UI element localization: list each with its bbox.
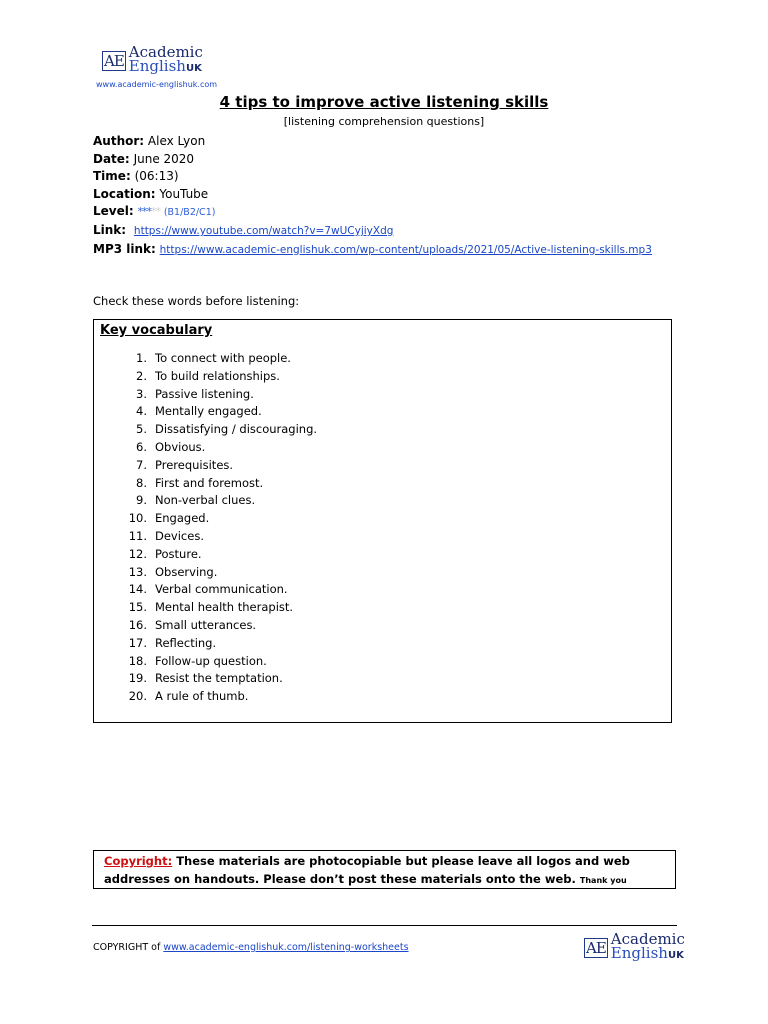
- date-value: June 2020: [133, 151, 195, 166]
- footer-link[interactable]: www.academic-englishuk.com/listening-worksheets: [163, 942, 409, 953]
- list-item: [122, 510, 317, 528]
- author-label: Author:: [93, 134, 145, 148]
- vocab-num: 2.: [136, 368, 147, 383]
- vocab-num: 20.: [128, 689, 147, 704]
- logo-mark-a: A: [104, 51, 114, 70]
- author-row: [93, 133, 652, 151]
- location-label: Location:: [93, 186, 156, 201]
- vocab-num: 18.: [128, 653, 147, 668]
- vocab-num: 6.: [136, 439, 147, 454]
- list-item: [122, 368, 317, 386]
- list-item: [122, 581, 317, 599]
- author-value: Alex Lyon: [147, 134, 206, 148]
- vocab-num: 1.: [136, 351, 147, 365]
- vocab-title: Key vocabulary: [100, 323, 213, 338]
- vocab-num: 12.: [128, 546, 147, 561]
- footer-divider: [92, 925, 677, 926]
- vocab-list: [122, 350, 317, 706]
- copyright-text: These materials are photocopiable but please leave all logos and web addresses on handouts. Please don’t post these materials onto the web.: [104, 854, 630, 886]
- vocab-text: First and foremost.: [155, 475, 264, 490]
- list-item: [122, 475, 317, 493]
- vocab-num: 10.: [128, 511, 147, 526]
- copyright-thanks: Thank you: [579, 876, 627, 885]
- list-item: [122, 528, 317, 546]
- vocab-text: Small utterances.: [155, 617, 257, 632]
- meta-block: [93, 133, 652, 259]
- vocab-text: Prerequisites.: [155, 457, 234, 472]
- site-url-small[interactable]: www.academic-englishuk.com: [96, 80, 218, 89]
- list-item: [122, 350, 317, 368]
- footer-prefix: COPYRIGHT of: [93, 942, 164, 953]
- logo-uk: UK: [185, 63, 202, 74]
- vocab-text: Verbal communication.: [155, 582, 288, 597]
- link-row: [93, 222, 652, 241]
- list-item: [122, 421, 317, 439]
- vocab-num: 14.: [128, 582, 147, 597]
- header-logo: [102, 43, 203, 75]
- list-item: [122, 492, 317, 510]
- vocab-num: 13.: [128, 564, 147, 579]
- location-row: [93, 186, 652, 204]
- page-subtitle: [listening comprehension questions]: [283, 115, 485, 128]
- youtube-link[interactable]: https://www.youtube.com/watch?v=7wUCyjiyXdg: [133, 224, 394, 237]
- logo-mark: [102, 51, 126, 71]
- time-label: Time:: [93, 169, 131, 184]
- footer-logo-uk: UK: [667, 950, 684, 961]
- vocab-num: 19.: [128, 671, 147, 686]
- footer-logo-line2: English: [610, 944, 668, 962]
- vocab-num: 8.: [136, 475, 147, 490]
- level-row: [93, 203, 652, 222]
- vocab-text: To connect with people.: [155, 351, 291, 365]
- vocab-text: Engaged.: [155, 511, 210, 526]
- mp3-label: MP3 link:: [93, 241, 156, 256]
- logo-wordmark: [128, 43, 203, 75]
- level-stars-icon: [138, 204, 161, 218]
- list-item: [122, 386, 317, 404]
- list-item: [122, 670, 317, 688]
- star-empty-icon: **: [151, 205, 160, 219]
- vocab-text: To build relationships.: [155, 368, 280, 383]
- vocab-text: Mentally engaged.: [155, 404, 262, 419]
- vocab-box: [93, 319, 672, 723]
- vocab-text: Mental health therapist.: [155, 600, 294, 615]
- vocab-text: Obvious.: [155, 439, 206, 454]
- footer-logo-line1: Academic: [610, 930, 685, 948]
- vocab-num: 17.: [128, 635, 147, 650]
- vocab-text: Resist the temptation.: [155, 671, 283, 686]
- logo-line2: English: [128, 57, 186, 75]
- list-item: [122, 546, 317, 564]
- list-item: [122, 688, 317, 706]
- vocab-num: 4.: [136, 404, 147, 419]
- page-title: 4 tips to improve active listening skills: [219, 93, 549, 111]
- date-row: [93, 151, 652, 169]
- vocab-num: 16.: [128, 617, 147, 632]
- location-value: YouTube: [159, 186, 209, 201]
- mp3-row: [93, 241, 652, 260]
- logo-mark-e: E: [113, 51, 124, 70]
- vocab-num: 11.: [128, 528, 147, 543]
- vocab-text: Posture.: [155, 546, 202, 561]
- time-value: (06:13): [134, 169, 179, 184]
- list-item: [122, 653, 317, 671]
- footer-logo-mark: [584, 938, 608, 958]
- vocab-num: 15.: [128, 600, 147, 615]
- vocab-text: A rule of thumb.: [155, 689, 249, 704]
- vocab-num: 7.: [136, 457, 147, 472]
- time-row: [93, 168, 652, 186]
- vocab-num: 5.: [136, 422, 147, 437]
- list-item: [122, 457, 317, 475]
- vocab-text: Non-verbal clues.: [155, 493, 256, 508]
- vocab-text: Follow-up question.: [155, 653, 267, 668]
- copyright-label: Copyright:: [104, 854, 173, 868]
- footer-logo: [584, 930, 685, 962]
- copyright-notice: [93, 850, 676, 889]
- footer-logo-mark-e: E: [595, 938, 606, 957]
- star-filled-icon: ***: [137, 205, 151, 219]
- link-label: Link:: [93, 222, 127, 237]
- date-label: Date:: [93, 151, 130, 166]
- vocab-num: 3.: [136, 386, 147, 401]
- vocab-text: Observing.: [155, 564, 218, 579]
- list-item: [122, 599, 317, 617]
- vocab-text: Devices.: [155, 528, 204, 543]
- footer-logo-wordmark: [610, 930, 685, 962]
- list-item: [122, 635, 317, 653]
- mp3-link[interactable]: https://www.academic-englishuk.com/wp-content/uploads/2021/05/Active-listening-skills.mp3: [159, 243, 652, 256]
- footer-logo-mark-a: A: [586, 938, 596, 957]
- check-instruction: Check these words before listening:: [93, 294, 300, 308]
- level-note: (B1/B2/C1): [163, 207, 216, 219]
- vocab-text: Passive listening.: [155, 386, 254, 401]
- footer-copyright: [93, 942, 409, 953]
- list-item: [122, 439, 317, 457]
- level-label: Level:: [93, 204, 134, 219]
- list-item: [122, 564, 317, 582]
- vocab-text: Reflecting.: [155, 635, 217, 650]
- logo-line1: Academic: [128, 43, 203, 61]
- vocab-num: 9.: [136, 493, 147, 508]
- list-item: [122, 617, 317, 635]
- vocab-text: Dissatisfying / discouraging.: [155, 422, 318, 437]
- list-item: [122, 403, 317, 421]
